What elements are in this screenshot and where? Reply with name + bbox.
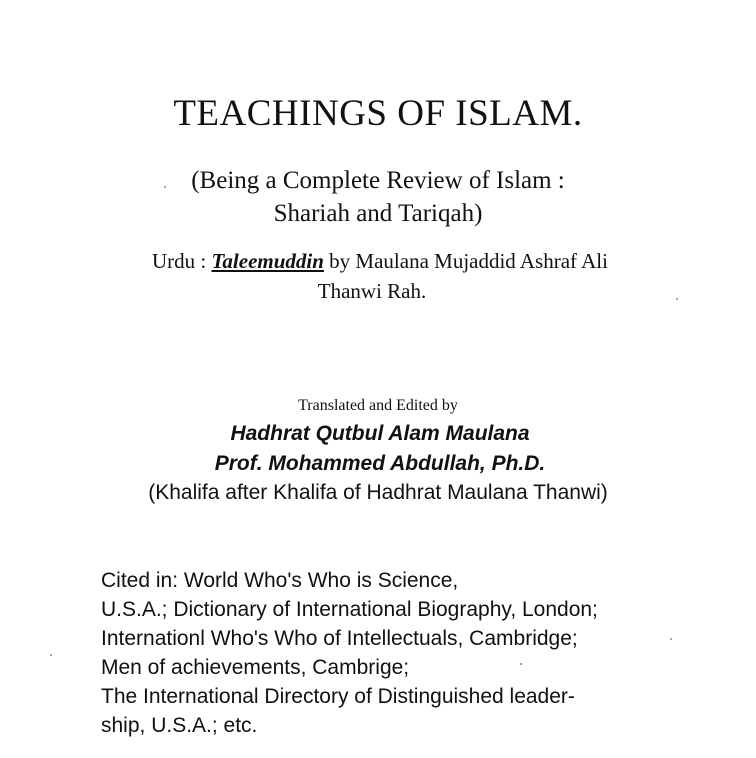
urdu-book-title: Taleemuddin bbox=[211, 249, 324, 273]
cited-line: U.S.A.; Dictionary of International Biography, London; bbox=[101, 598, 598, 621]
translator-line-1: Hadhrat Qutbul Alam Maulana bbox=[230, 422, 530, 445]
cited-line: ship, U.S.A.; etc. bbox=[101, 714, 258, 737]
scan-speck bbox=[50, 654, 52, 656]
urdu-prefix: Urdu : bbox=[152, 249, 212, 273]
cited-line: Cited in: World Who's Who is Science, bbox=[101, 569, 459, 592]
translated-by-label: Translated and Edited by bbox=[298, 397, 458, 414]
book-title: TEACHINGS OF ISLAM. bbox=[173, 93, 583, 134]
cited-line: Internationl Who's Who of Intellectuals, Cambridge; bbox=[101, 627, 578, 650]
khalifa-note: (Khalifa after Khalifa of Hadhrat Maulana Thanwi) bbox=[148, 481, 608, 504]
scan-speck bbox=[164, 186, 166, 188]
cited-line: Men of achievements, Cambrige; bbox=[101, 656, 410, 679]
subtitle-line-2: Shariah and Tariqah) bbox=[273, 200, 483, 227]
urdu-author: by Maulana Mujaddid Ashraf Ali bbox=[323, 249, 608, 273]
cited-line: The International Directory of Distinguished leader- bbox=[101, 685, 575, 708]
urdu-source-line-2: Thanwi Rah. bbox=[317, 279, 427, 303]
scan-speck bbox=[520, 663, 522, 665]
subtitle-line-1: (Being a Complete Review of Islam : bbox=[191, 167, 565, 194]
scan-speck bbox=[670, 638, 672, 640]
cited-in-block bbox=[101, 566, 741, 740]
translator-line-2: Prof. Mohammed Abdullah, Ph.D. bbox=[214, 452, 546, 475]
scan-speck bbox=[676, 298, 678, 300]
urdu-source-line-1 bbox=[2, 247, 756, 275]
